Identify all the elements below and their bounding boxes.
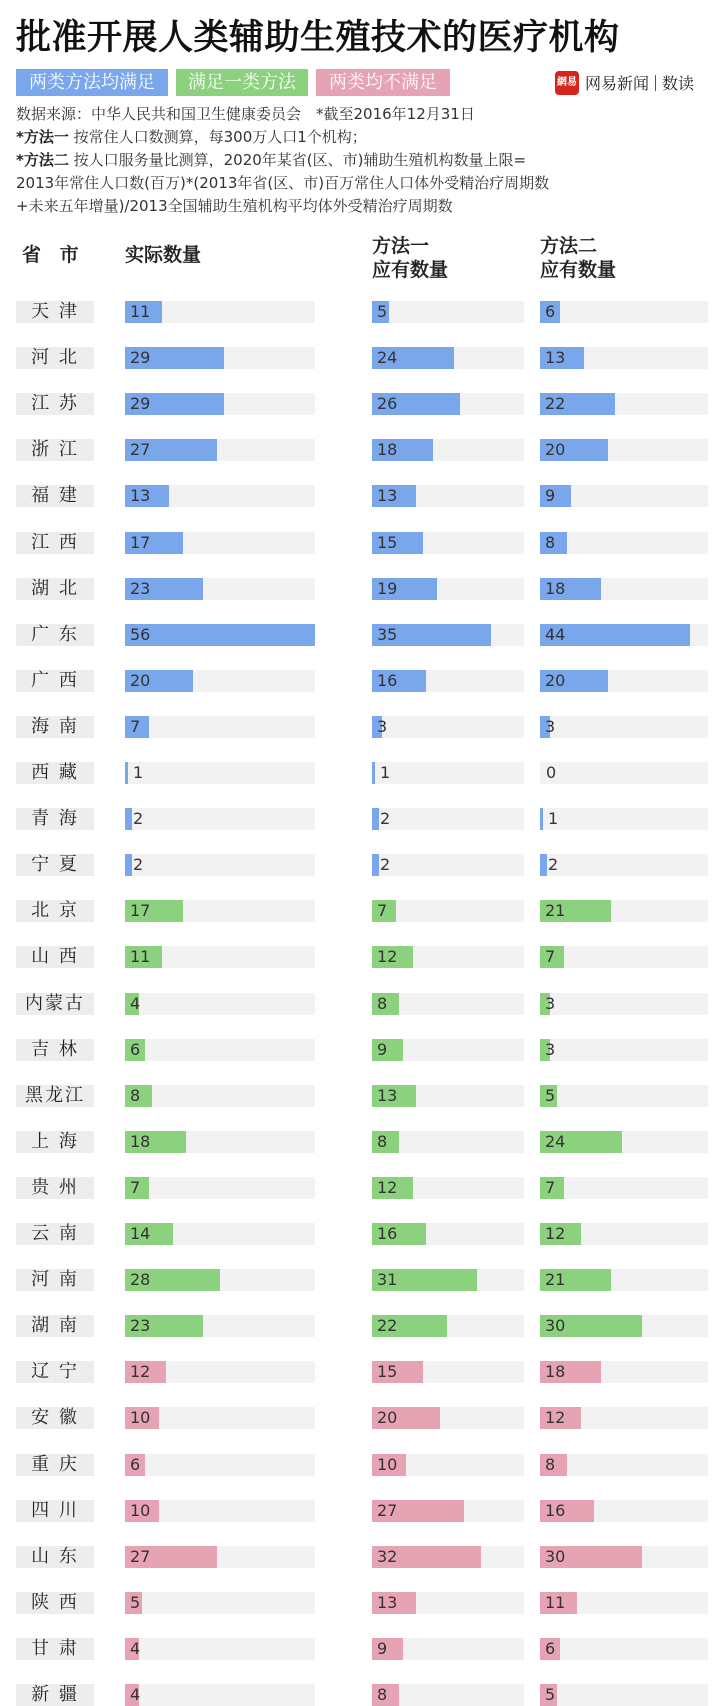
bar-track [540,1361,708,1383]
bar-value-label: 16 [377,670,398,690]
bar-value-label: 5 [545,1085,556,1105]
method2-label: *方法二 [16,151,69,169]
bar-track [540,1269,708,1291]
bar-track [372,1592,524,1614]
bar-track [125,1315,315,1337]
bar-track [540,578,708,600]
bar-value-label: 13 [130,486,151,506]
bar-track [540,624,708,646]
bar-value-label: 7 [130,716,141,736]
province-label: 西 藏 [16,762,94,784]
bar-track [125,670,315,692]
bar-track [540,900,708,922]
bar-track [372,624,524,646]
bar-value-label: 18 [545,578,566,598]
table-row [0,1223,720,1245]
bar-track [540,1131,708,1153]
table-row [0,1638,720,1660]
bar-track [372,1454,524,1476]
bar-value-label: 18 [545,1362,566,1382]
bar-value-label: 20 [545,440,566,460]
bar-value-label: 12 [377,947,398,967]
bar-value-label: 6 [130,1039,141,1059]
province-label: 江 西 [16,532,94,554]
province-label: 新 疆 [16,1684,94,1706]
bar-track [125,1223,315,1245]
bar-track [372,1177,524,1199]
table-row [0,624,720,646]
bar-track [372,347,524,369]
province-label: 云 南 [16,1223,94,1245]
bar-track [540,393,708,415]
bar-track [125,1684,315,1706]
bar-track [125,716,315,738]
province-label: 甘 肃 [16,1638,94,1660]
bar-track [372,1638,524,1660]
bar-track [372,808,524,830]
bar-value-label: 27 [130,440,151,460]
province-label: 浙 江 [16,439,94,461]
bar-value-label: 3 [545,716,556,736]
bar-value-label: 4 [130,1685,141,1704]
bar-value-label: 2 [548,855,559,875]
bar-value-label: 4 [130,1638,141,1658]
header-method2-line2: 应有数量 [540,259,617,281]
province-label: 河 南 [16,1269,94,1291]
province-label: 陕 西 [16,1592,94,1614]
bar-value-label: 30 [545,1546,566,1566]
bar-value-label: 2 [380,809,391,829]
bar-track [125,808,315,830]
bar-track [125,1269,315,1291]
table-row [0,485,720,507]
bar-value-label: 7 [545,947,556,967]
bar-value-label: 44 [545,624,566,644]
bar-value-label: 13 [377,486,398,506]
bar-value-label: 22 [377,1316,398,1336]
bar-track [372,1361,524,1383]
bar-track [125,762,315,784]
bar-track [125,347,315,369]
province-label: 江 苏 [16,393,94,415]
bar-value-label: 13 [377,1592,398,1612]
bar-track [125,1085,315,1107]
bar [125,762,128,784]
bar-value-label: 10 [130,1408,151,1428]
bar-value-label: 1 [548,809,559,829]
bar-value-label: 18 [130,1131,151,1151]
table-row [0,1500,720,1522]
bar-value-label: 12 [545,1408,566,1428]
bar-track [372,1407,524,1429]
province-label: 河 北 [16,347,94,369]
bar-value-label: 14 [130,1224,151,1243]
bar-track [125,1454,315,1476]
table-row [0,993,720,1015]
bar-track [125,439,315,461]
province-label: 贵 州 [16,1177,94,1199]
bar-value-label: 4 [130,993,141,1013]
bar-value-label: 8 [377,993,388,1013]
bar-value-label: 2 [133,809,144,829]
bar-value-label: 17 [130,532,151,552]
bar-value-label: 2 [133,855,144,875]
bar-value-label: 8 [377,1131,388,1151]
bar-track [540,439,708,461]
header-method1-line1: 方法一 [372,235,430,257]
bar-value-label: 10 [377,1454,398,1474]
bar-track [372,532,524,554]
province-label: 安 徽 [16,1407,94,1429]
bar-value-label: 20 [377,1408,398,1428]
bar-track [372,1085,524,1107]
bar-track [372,716,524,738]
bar-value-label: 23 [130,1316,151,1336]
bar-track [540,670,708,692]
bar-track [372,900,524,922]
table-row [0,900,720,922]
bar-track [125,578,315,600]
bar-value-label: 5 [377,302,388,321]
bar-value-label: 29 [130,348,151,368]
bar-value-label: 35 [377,624,398,644]
bar-value-label: 27 [130,1546,151,1566]
province-label: 山 西 [16,946,94,968]
bar-value-label: 5 [545,1685,556,1704]
table-row [0,439,720,461]
table-row [0,393,720,415]
bar-track [125,1546,315,1568]
bar-value-label: 20 [130,670,151,690]
bar-value-label: 0 [546,763,557,782]
bar-track [125,393,315,415]
bar-track [372,1269,524,1291]
table-row [0,1269,720,1291]
bar-value-label: 11 [130,947,151,967]
bar-track [540,946,708,968]
bar-value-label: 8 [545,1454,556,1474]
bar-track [372,762,524,784]
table-row [0,347,720,369]
province-label: 宁 夏 [16,854,94,876]
province-label: 重 庆 [16,1454,94,1476]
bar-track [540,1638,708,1660]
table-row [0,946,720,968]
bar-track [540,762,708,784]
province-label: 吉 林 [16,1039,94,1061]
netease-logo-icon: 網易 [555,71,579,95]
page-title: 批准开展人类辅助生殖技术的医疗机构 [16,18,620,58]
bar [372,762,375,784]
bar-track [540,716,708,738]
table-row [0,1039,720,1061]
bar-track [540,1177,708,1199]
bar-track [372,1223,524,1245]
bar-track [125,993,315,1015]
bar-value-label: 3 [545,993,556,1013]
table-row [0,578,720,600]
bar-track [372,993,524,1015]
bar-track [540,347,708,369]
bar-value-label: 10 [130,1500,151,1520]
bar-track [540,1454,708,1476]
source-note: 数据来源：中华人民共和国卫生健康委员会 *截至2016年12月31日 [16,105,475,123]
bar-track [125,1592,315,1614]
bar-value-label: 8 [545,532,556,552]
bar-value-label: 16 [377,1224,398,1243]
bar-value-label: 11 [130,302,151,321]
bar-value-label: 9 [377,1039,388,1059]
bar-value-label: 6 [545,302,556,321]
province-label: 北 京 [16,900,94,922]
bar-value-label: 19 [377,578,398,598]
bar-track [125,900,315,922]
bar-value-label: 13 [545,348,566,368]
bar-value-label: 24 [545,1131,566,1151]
table-row [0,1454,720,1476]
province-label: 天 津 [16,301,94,323]
bar-track [125,1177,315,1199]
bar-track [372,439,524,461]
table-row [0,1592,720,1614]
bar-value-label: 29 [130,394,151,414]
bar-value-label: 30 [545,1316,566,1336]
bar [372,808,379,830]
bar-value-label: 18 [377,440,398,460]
bar-value-label: 31 [377,1270,398,1290]
province-label: 青 海 [16,808,94,830]
bar-value-label: 27 [377,1500,398,1520]
bar-track [540,1407,708,1429]
bar-track [540,1684,708,1706]
province-label: 海 南 [16,716,94,738]
method2-note-line2: 2013年常住人口数(百万)*(2013年省(区、市)百万常住人口体外受精治疗周期数 [16,174,550,192]
bar-track [540,1546,708,1568]
bar-track [372,393,524,415]
header-method1-line2: 应有数量 [372,259,449,281]
bar-value-label: 17 [130,901,151,921]
bar-value-label: 7 [130,1177,141,1197]
bar-track [372,1039,524,1061]
brand-name: 网易新闻 [584,74,649,93]
province-label: 上 海 [16,1131,94,1153]
bar-track [125,854,315,876]
bar-track [540,854,708,876]
bar-value-label: 28 [130,1270,151,1290]
bar-value-label: 24 [377,348,398,368]
bar-track [372,301,524,323]
bar-track [372,1546,524,1568]
header-province: 省 市 [22,244,85,266]
bar-track [125,1039,315,1061]
bar-track [372,946,524,968]
bar-track [540,993,708,1015]
bar-value-label: 21 [545,1270,566,1290]
legend-none-satisfied: 两类均不满足 [316,69,450,96]
bar-value-label: 12 [545,1224,566,1243]
bar-value-label: 9 [545,486,556,506]
bar [125,624,315,646]
bar-track [540,1500,708,1522]
province-label: 山 东 [16,1546,94,1568]
province-label: 四 川 [16,1500,94,1522]
bar-value-label: 8 [377,1685,388,1704]
bar-value-label: 2 [380,855,391,875]
table-row [0,808,720,830]
header-actual: 实际数量 [125,244,202,266]
bar [540,808,543,830]
province-label: 广 东 [16,624,94,646]
table-row [0,716,720,738]
bar-value-label: 6 [130,1454,141,1474]
bar-track [125,1638,315,1660]
bar-track [125,1407,315,1429]
bar-track [372,578,524,600]
bar-value-label: 22 [545,394,566,414]
bar-track [125,624,315,646]
bar-value-label: 7 [545,1177,556,1197]
bar-track [540,1223,708,1245]
bar-value-label: 1 [380,763,391,782]
province-label: 广 西 [16,670,94,692]
bar [540,854,547,876]
bar-track [540,532,708,554]
bar-value-label: 6 [545,1638,556,1658]
bar-value-label: 7 [377,901,388,921]
bar-track [540,1315,708,1337]
bar-track [540,485,708,507]
bar [372,854,379,876]
province-label: 湖 南 [16,1315,94,1337]
province-label: 内蒙古 [16,993,94,1015]
bar [125,808,132,830]
bar-track [125,301,315,323]
table-row [0,1407,720,1429]
bar-value-label: 9 [377,1638,388,1658]
method2-text: 按人口服务量比测算，2020年某省(区、市)辅助生殖机构数量上限= [68,151,527,169]
province-label: 福 建 [16,485,94,507]
bar-track [372,1684,524,1706]
bar-track [372,1131,524,1153]
bar-track [125,946,315,968]
province-label: 黑龙江 [16,1085,94,1107]
province-label: 湖 北 [16,578,94,600]
bar-value-label: 16 [545,1500,566,1520]
table-row [0,1315,720,1337]
table-row [0,1085,720,1107]
table-row [0,532,720,554]
bar-track [125,485,315,507]
bar-track [125,1361,315,1383]
bar-value-label: 15 [377,532,398,552]
table-row [0,762,720,784]
bar-track [540,1039,708,1061]
bar-value-label: 8 [130,1085,141,1105]
bar-value-label: 15 [377,1362,398,1382]
table-row [0,854,720,876]
bar-value-label: 1 [133,763,144,782]
bar-value-label: 12 [377,1177,398,1197]
bar-track [125,1131,315,1153]
table-row [0,670,720,692]
bar-value-label: 26 [377,394,398,414]
bar-track [372,485,524,507]
bar-value-label: 20 [545,670,566,690]
table-row [0,1361,720,1383]
bar-track [372,1500,524,1522]
table-row [0,1684,720,1706]
bar-value-label: 13 [377,1085,398,1105]
bar-value-label: 3 [377,716,388,736]
bar-value-label: 3 [545,1039,556,1059]
bar-track [125,532,315,554]
bar-track [540,1085,708,1107]
bar-track [540,1592,708,1614]
table-row [0,301,720,323]
bar-value-label: 23 [130,578,151,598]
method2-note-line3: +未来五年增量)/2013全国辅助生殖机构平均体外受精治疗周期数 [16,197,453,215]
legend-one-satisfied: 满足一类方法 [176,69,308,96]
bar-value-label: 32 [377,1546,398,1566]
bar-track [372,670,524,692]
bar-track [372,1315,524,1337]
bar-value-label: 21 [545,901,566,921]
province-label: 辽 宁 [16,1361,94,1383]
table-row [0,1131,720,1153]
table-row [0,1177,720,1199]
method1-text: 按常住人口数测算，每300万人口1个机构； [68,128,367,146]
bar [125,854,132,876]
bar-track [540,301,708,323]
bar-value-label: 5 [130,1592,141,1612]
method1-label: *方法一 [16,128,69,146]
brand-sub: 数读 [661,74,694,93]
table-row [0,1546,720,1568]
bar-track [125,1500,315,1522]
header-method2-line1: 方法二 [540,235,598,257]
bar-value-label: 56 [130,624,151,644]
bar-value-label: 11 [545,1592,566,1612]
bar-track [540,808,708,830]
bar-track [372,854,524,876]
legend-both-satisfied: 两类方法均满足 [16,69,168,96]
bar-value-label: 12 [130,1362,151,1382]
